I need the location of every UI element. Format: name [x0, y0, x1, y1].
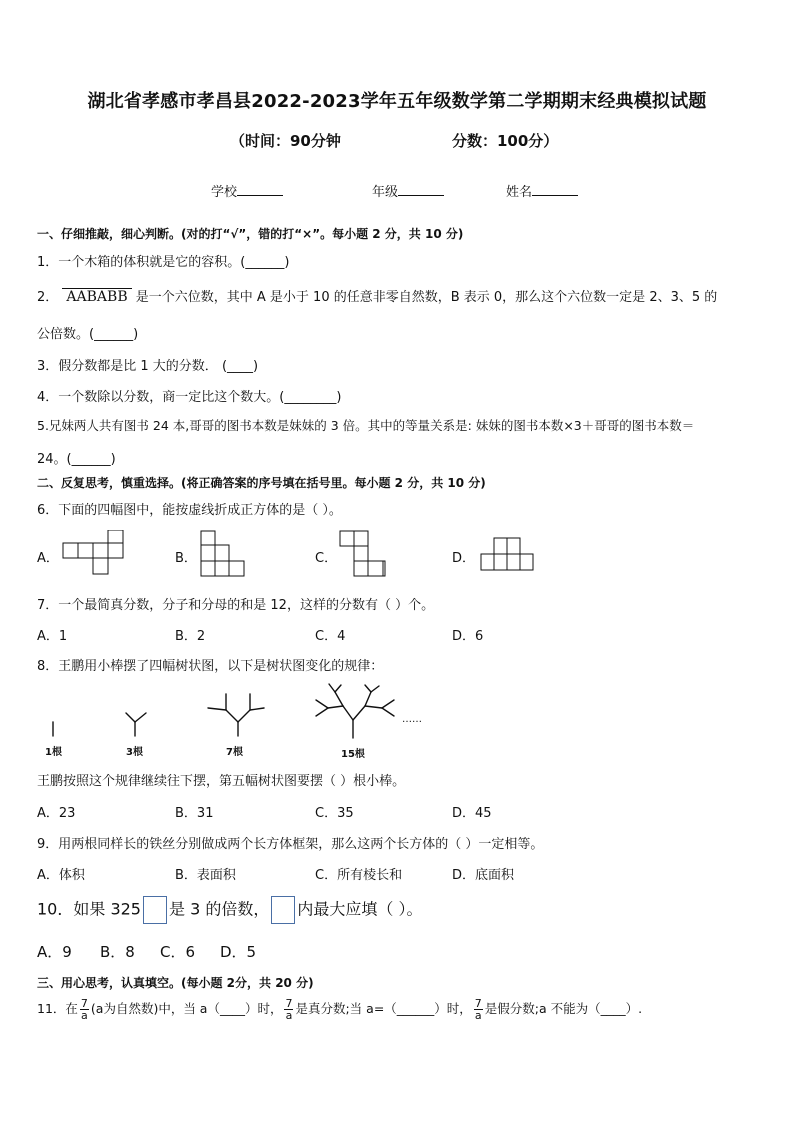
cube-net-a [62, 530, 124, 578]
q7-option-b[interactable]: B．2 [175, 629, 206, 644]
q8-option-c[interactable]: C．35 [315, 806, 354, 821]
section-3-heading: 三、用心思考，认真填空。(每小题 2分，共 20 分) [37, 976, 314, 990]
q6-option-d-label[interactable]: D． [452, 551, 476, 566]
q10-option-a[interactable]: A．9 [37, 943, 72, 961]
answer-box-2[interactable] [271, 896, 295, 924]
question-10-part-3: 内最大应填（ ）。 [297, 899, 423, 919]
overlined-number: AABABB [62, 288, 131, 305]
cube-net-b [200, 530, 248, 578]
tree-3-label: 7根 [226, 747, 243, 758]
grade-label: 年级 [372, 185, 399, 200]
q9-option-d[interactable]: D．底面积 [452, 868, 515, 883]
school-blank[interactable] [237, 183, 283, 196]
question-5-line-2: 24。(______) [37, 452, 116, 467]
question-2-number: 2． [37, 290, 59, 305]
question-2-text: 是一个六位数，其中 A 是小于 10 的任意非零自然数，B 表示 0，那么这个六位数一定是 2、3、5 的 [135, 290, 718, 305]
question-8-follow: 王鹏按照这个规律继续往下摆，第五幅树状图要摆（ ）根小棒。 [37, 774, 406, 789]
question-5-line-1: 5.兄妹两人共有图书 24 本,哥哥的图书本数是妹妹的 3 倍。其中的等量关系是: 妹妹的图书本数×3＋哥哥的图书本数＝ [37, 418, 695, 433]
fraction-7-over-a [80, 998, 89, 1021]
cube-net-d [480, 537, 536, 573]
question-2-line-2: 公倍数。(______) [37, 327, 139, 342]
school-field [211, 181, 283, 200]
name-field [506, 181, 578, 200]
fraction-7-over-a-3 [474, 998, 483, 1021]
section-2-heading: 二、反复思考，慎重选择。(将正确答案的序号填在括号里。每小题 2 分，共 10 分) [37, 476, 486, 490]
fraction-denominator-3: a [474, 1009, 482, 1022]
q9-option-a[interactable]: A．体积 [37, 868, 85, 883]
school-label: 学校 [211, 185, 238, 200]
q10-option-c[interactable]: C．6 [160, 943, 196, 961]
q7-option-c[interactable]: C．4 [315, 629, 346, 644]
question-1: 1．一个木箱的体积就是它的容积。(______) [37, 255, 290, 270]
q11-part-1: 11．在 [37, 1001, 78, 1016]
q9-option-b[interactable]: B．表面积 [175, 868, 236, 883]
q10-option-b[interactable]: B．8 [100, 943, 135, 961]
q6-option-c-label[interactable]: C． [315, 551, 338, 566]
q11-part-4: 是假分数;a 不能为（____）. [484, 1001, 643, 1016]
q6-option-a-label[interactable]: A． [37, 551, 59, 566]
q8-option-a[interactable]: A．23 [37, 806, 76, 821]
tree-continuation-dots: …… [402, 714, 422, 725]
question-10 [37, 896, 422, 924]
question-8: 8．王鹏用小棒摆了四幅树状图，以下是树状图变化的规律： [37, 659, 384, 674]
question-3: 3．假分数都是比 1 大的分数． (____) [37, 359, 259, 374]
fraction-denominator-2: a [285, 1009, 293, 1022]
question-10-part-2: 是 3 的倍数， [169, 899, 270, 919]
q7-option-d[interactable]: D．6 [452, 629, 484, 644]
tree-2-label: 3根 [126, 747, 143, 758]
fraction-numerator-2: 7 [285, 997, 293, 1010]
fraction-numerator-3: 7 [474, 997, 482, 1010]
exam-score: 分数：100分） [452, 132, 559, 150]
page-title: 湖北省孝感市孝昌县2022-2023学年五年级数学第二学期期末经典模拟试题 [87, 91, 707, 112]
fraction-numerator: 7 [80, 997, 88, 1010]
question-6: 6．下面的四幅图中，能按虚线折成正方体的是（ ）。 [37, 503, 342, 518]
q9-option-c[interactable]: C．所有棱长和 [315, 868, 403, 883]
question-9: 9．用两根同样长的铁丝分别做成两个长方体框架，那么这两个长方体的（ ）一定相等。 [37, 837, 544, 852]
section-1-heading: 一、仔细推敲，细心判断。(对的打“√”，错的打“×”。每小题 2 分，共 10 分) [37, 227, 464, 241]
name-label: 姓名 [506, 185, 533, 200]
name-blank[interactable] [532, 183, 578, 196]
q8-option-d[interactable]: D．45 [452, 806, 492, 821]
question-7: 7．一个最简真分数，分子和分母的和是 12，这样的分数有（ ）个。 [37, 598, 435, 613]
q10-option-d[interactable]: D．5 [220, 943, 257, 961]
question-2 [37, 286, 717, 305]
question-10-part-1: 10．如果 325 [37, 899, 141, 919]
q8-option-b[interactable]: B．31 [175, 806, 214, 821]
fraction-7-over-a-2 [284, 998, 293, 1021]
q11-part-2: (a为自然数)中，当 a（____）时， [90, 1001, 283, 1016]
q7-option-a[interactable]: A．1 [37, 629, 68, 644]
cube-net-c [339, 530, 387, 578]
tree-1-label: 1根 [45, 747, 62, 758]
question-4: 4．一个数除以分数，商一定比这个数大。(________) [37, 390, 342, 405]
grade-field [372, 181, 444, 200]
q6-option-b-label[interactable]: B． [175, 551, 197, 566]
question-11 [37, 998, 642, 1021]
q11-part-3: 是真分数;当 a=（______）时， [295, 1001, 472, 1016]
fraction-denominator: a [81, 1009, 88, 1022]
exam-time: （时间：90分钟 [230, 132, 341, 150]
grade-blank[interactable] [398, 183, 444, 196]
answer-box-1[interactable] [143, 896, 167, 924]
tree-4-label: 15根 [341, 749, 365, 760]
